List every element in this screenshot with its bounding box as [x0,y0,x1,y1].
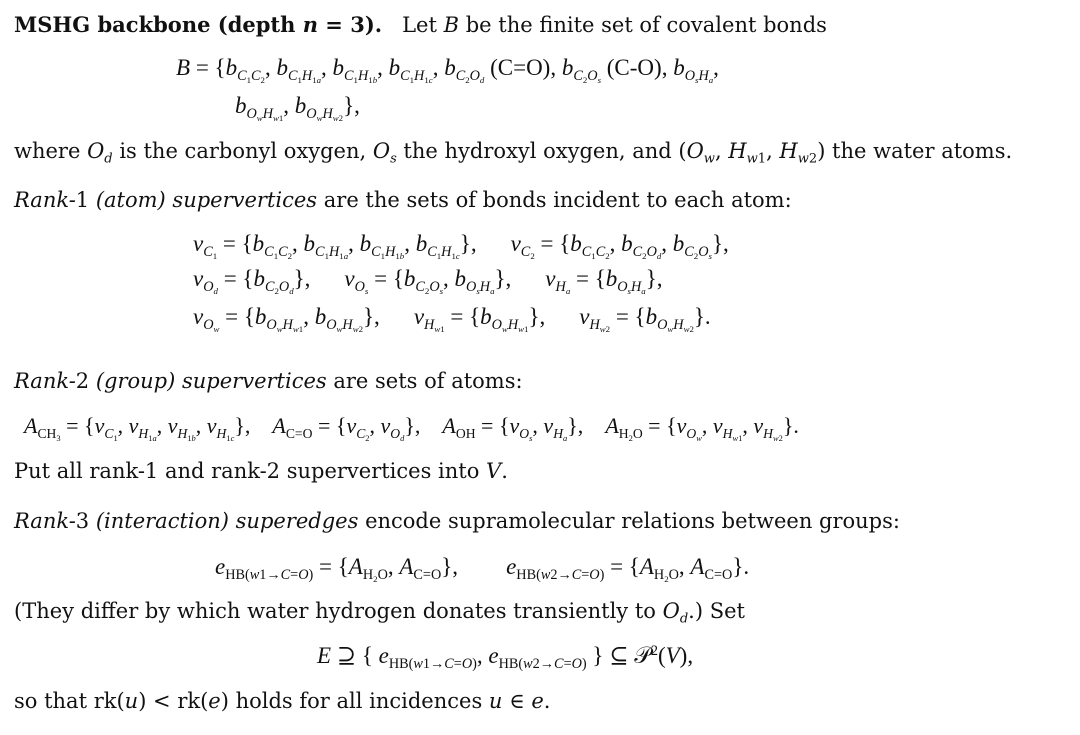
rank1-equation-line-2: $v_{O_d} = \{b_{C_2O_d}\}$, $v_{O_s} = \{b_{C_2O_s}$, $b_{O_sH_a}$}, $v_{H_a} = \{b_{O_sH_a}\}$, [193,266,663,297]
rank3-intro: Rank-3 (interaction) superedges encode supramolecular relations between groups: [14,509,900,533]
conclusion-line: so that rk(u) < rk(e) holds for all incidences u ∈ e. [14,689,551,713]
put-all-line: Put all rank-1 and rank-2 supervertices into V. [14,459,508,483]
bond-set-equation-line-1: $B = \{b_{C_1C_2}$, $b_{C_1H_{1a}}$, $b_{C_1H_{1b}}$, $b_{C_1H_{1c}}$, $b_{C_2O_d}$ (C=O), $b_{C_2O_s}$ (C-O), $b_{O_sH_a}$, [176,55,719,86]
intro-text: Let B be the finite set of covalent bonds [402,13,827,37]
rank1-intro: Rank-1 (atom) supervertices are the sets of bonds incident to each atom: [14,188,792,212]
rank1-equation-line-1: $v_{C_1} = \{b_{C_1C_2}$, $b_{C_1H_{1a}}$, $b_{C_1H_{1b}}$, $b_{C_1H_{1c}}$}, $v_{C_2} = \{b_{C_1C_2}$, $b_{C_2O_d}$, $b_{C_2O_s}$}, [193,231,729,262]
rank3-equation: $e_{HB(w1\to C=O)} = \{A_{H_2O}$, $A_{C=O}$}, $e_{HB(w2\to C=O)} = \{A_{H_2O}$, $A_{C=O}$}. [215,554,750,585]
rank2-equation: $A_{CH_3} = \{v_{C_1}$, $v_{H_{1a}}$, $v_{H_{1b}}$, $v_{H_{1c}}$}, $A_{C=O} = \{v_{C_2}$, $v_{O_d}$}, $A_{OH} = \{v_{O_s}$, $v_{H_a}$}, $A_{H_2O} = \{v_{O_w}$, $v_{H_{w1}}$, $v_{H_{w2}}$}. [24,413,799,443]
rank1-equation-line-3: $v_{O_w} = \{b_{O_wH_{w1}}$, $b_{O_wH_{w2}}$}, $v_{H_{w1}} = \{b_{O_wH_{w1}}\}$, $v_{H_{w2}} = \{b_{O_wH_{w2}}\}$. [193,304,711,335]
where-line: where $O_d$ is the carbonyl oxygen, $O_s$ the hydroxyl oxygen, and ($O_w$, $H_{w1}$, $H_{w2}$) the water atoms. [14,139,1013,167]
heading-line [14,11,827,39]
rank2-intro: Rank-2 (group) supervertices are sets of atoms: [14,369,523,393]
edge-set-equation: E ⊇ { $e_{HB(w1\to C=O)}$, $e_{HB(w2\to C=O)}$ } ⊆ 𝒫$^2$(V), [317,643,694,672]
differ-line: (They differ by which water hydrogen donates transiently to $O_d$.) Set [14,599,745,627]
bond-set-equation-line-2: $b_{O_wH_{w1}}$, $b_{O_wH_{w2}}$}, [235,93,360,124]
section-heading: MSHG backbone (depth n = 3). [14,12,383,37]
